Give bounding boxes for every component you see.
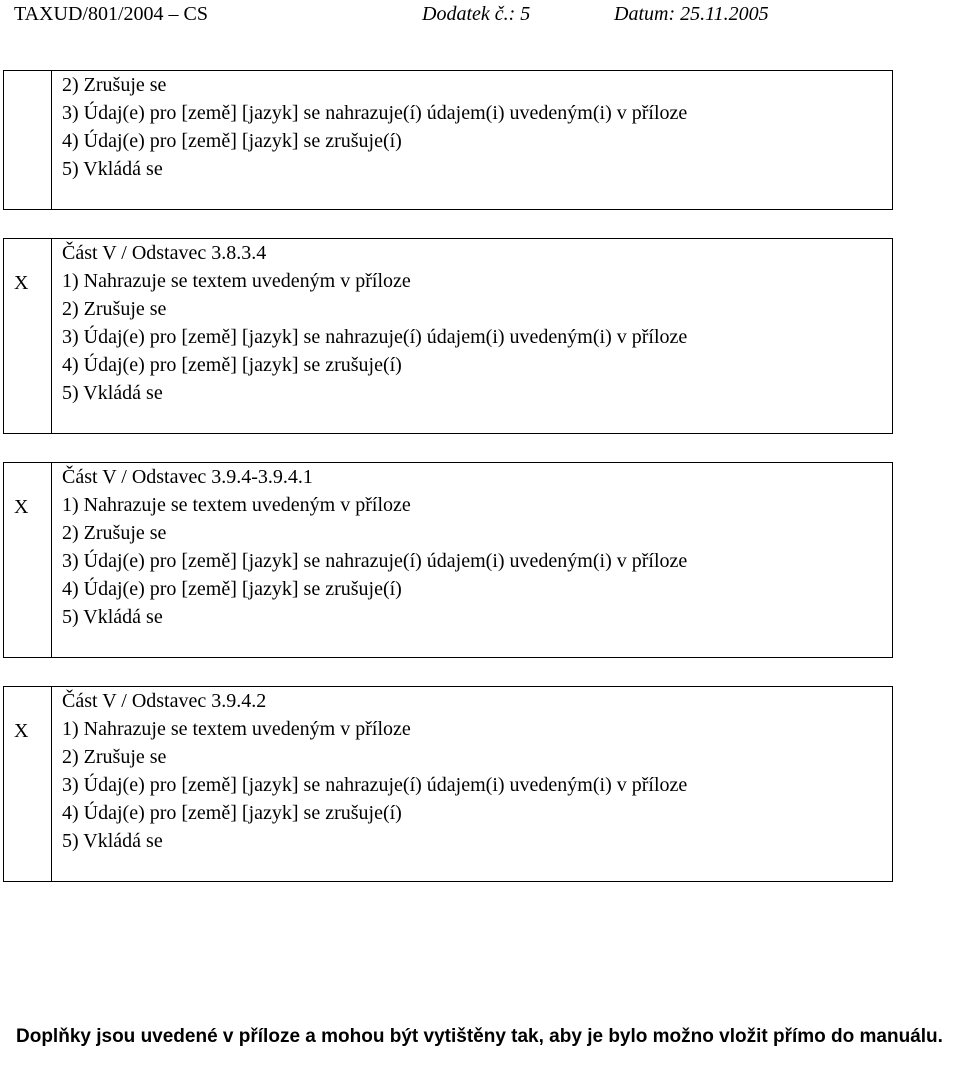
option-line: 3) Údaj(e) pro [země] [jazyk] se nahrazuje(í) údajem(i) uvedeným(i) v příloze (62, 774, 688, 796)
footnote: Doplňky jsou uvedené v příloze a mohou být vytištěny tak, aby je bylo možno vložit přímo do manuálu. (16, 1026, 943, 1047)
option-line: 5) Vkládá se (62, 830, 163, 852)
option-line: 3) Údaj(e) pro [země] [jazyk] se nahrazuje(í) údajem(i) uvedeným(i) v příloze (62, 550, 688, 572)
document-date: Datum: 25.11.2005 (614, 3, 769, 25)
amendment-block-4 (3, 686, 893, 882)
option-line: 4) Údaj(e) pro [země] [jazyk] se zrušuje(í) (62, 354, 402, 376)
option-line: 2) Zrušuje se (62, 74, 167, 96)
option-line: 3) Údaj(e) pro [země] [jazyk] se nahrazuje(í) údajem(i) uvedeným(i) v příloze (62, 102, 688, 124)
option-line: 4) Údaj(e) pro [země] [jazyk] se zrušuje(í) (62, 130, 402, 152)
mark-cell (4, 463, 52, 657)
option-line: 5) Vkládá se (62, 158, 163, 180)
section-title: Část V / Odstavec 3.9.4.2 (62, 690, 267, 712)
addendum-number: Dodatek č.: 5 (422, 3, 531, 25)
amendment-block-1 (3, 70, 893, 210)
block-content (62, 463, 888, 631)
option-line: 2) Zrušuje se (62, 522, 167, 544)
selection-mark: X (14, 496, 29, 518)
option-line: 1) Nahrazuje se textem uvedeným v příloze (62, 270, 411, 292)
option-line: 4) Údaj(e) pro [země] [jazyk] se zrušuje(í) (62, 802, 402, 824)
mark-cell (4, 71, 52, 209)
option-line: 2) Zrušuje se (62, 746, 167, 768)
section-title: Část V / Odstavec 3.9.4-3.9.4.1 (62, 466, 313, 488)
selection-mark: X (14, 720, 29, 742)
mark-cell (4, 687, 52, 881)
mark-cell (4, 239, 52, 433)
option-line: 5) Vkládá se (62, 606, 163, 628)
block-content (62, 71, 888, 183)
option-line: 5) Vkládá se (62, 382, 163, 404)
block-content (62, 687, 888, 855)
option-line: 1) Nahrazuje se textem uvedeným v příloze (62, 494, 411, 516)
option-line: 1) Nahrazuje se textem uvedeným v příloze (62, 718, 411, 740)
page-header (14, 0, 954, 30)
section-title: Část V / Odstavec 3.8.3.4 (62, 242, 267, 264)
option-line: 2) Zrušuje se (62, 298, 167, 320)
block-content (62, 239, 888, 407)
amendment-block-3 (3, 462, 893, 658)
document-reference: TAXUD/801/2004 – CS (14, 3, 208, 25)
amendment-block-2 (3, 238, 893, 434)
option-line: 3) Údaj(e) pro [země] [jazyk] se nahrazuje(í) údajem(i) uvedeným(i) v příloze (62, 326, 688, 348)
selection-mark: X (14, 272, 29, 294)
option-line: 4) Údaj(e) pro [země] [jazyk] se zrušuje(í) (62, 578, 402, 600)
